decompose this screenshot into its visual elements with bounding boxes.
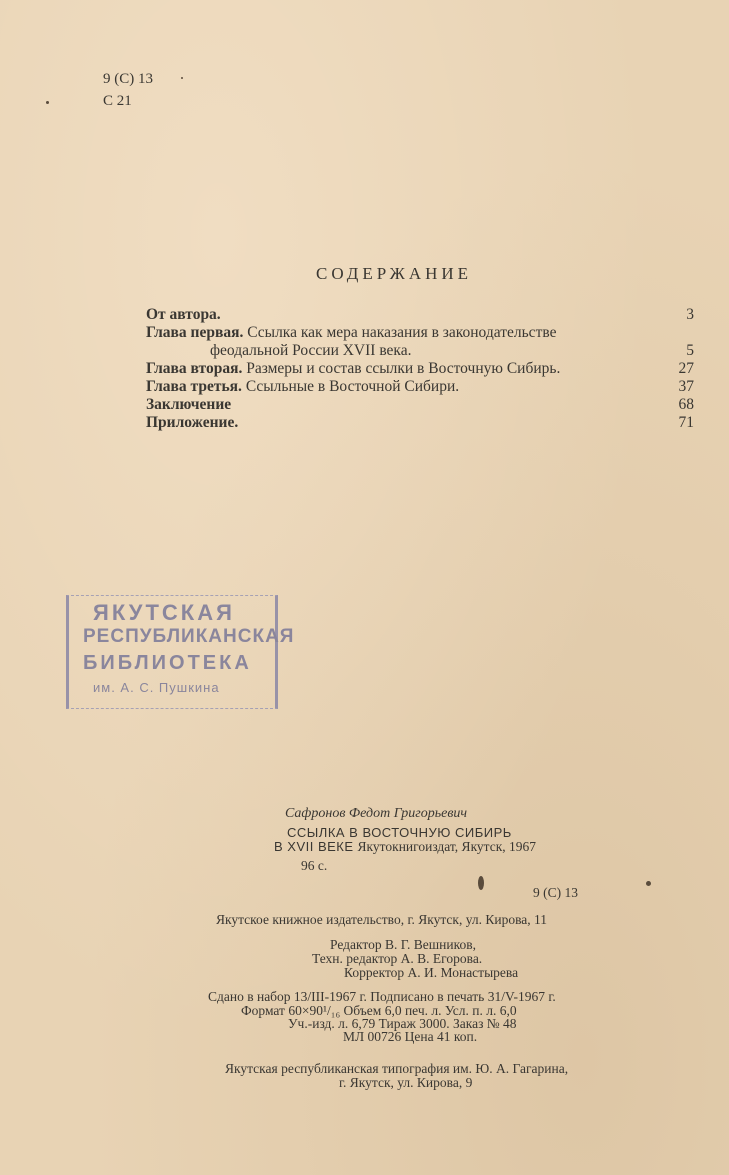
imprint-print-line-2: Формат 60×90¹/₁₆ Объем 6,0 печ. л. Усл. п. л. 6,0 — [241, 1003, 517, 1018]
toc-entry-label: Глава первая. — [146, 324, 244, 341]
toc-entry-label: Приложение. — [146, 414, 239, 431]
toc-entry-text: Ссыльные в Восточной Сибири. — [245, 378, 460, 395]
toc-entry-page: 3 — [686, 306, 694, 323]
stamp-line-1: ЯКУТСКАЯ — [93, 600, 235, 625]
paper-spot — [181, 77, 183, 79]
toc-entry-chapter-2 — [146, 360, 694, 378]
toc-entry-page: 27 — [678, 360, 694, 377]
classification-code-1: 9 (С) 13 — [103, 71, 153, 87]
stamp-line-4: им. А. С. Пушкина — [93, 680, 220, 695]
toc-entry-appendix — [146, 414, 694, 432]
imprint-publisher-line: Якутокнигоиздат, Якутск, 1967 — [357, 839, 537, 854]
contents-title: СОДЕРЖАНИЕ — [316, 264, 473, 283]
classification-codes — [103, 68, 153, 112]
imprint-printer-line-1: Якутская республиканская типография им. Ю. А. Гагарина, — [225, 1061, 569, 1076]
stamp-line-3: БИБЛИОТЕКА — [83, 652, 252, 674]
imprint-editor: Редактор В. Г. Вешников, — [330, 937, 476, 952]
imprint-title-line-2-row — [274, 838, 536, 856]
toc-entry-label: Заключение — [146, 396, 232, 413]
toc-entry-page: 68 — [678, 396, 694, 413]
stamp-line-2: РЕСПУБЛИКАНСКАЯ — [83, 626, 295, 647]
paper-spot — [478, 876, 484, 890]
imprint-tech-editor: Техн. редактор А. В. Егорова. — [312, 951, 483, 966]
toc-entry-label: Глава третья. — [146, 378, 242, 395]
toc-entry-page: 37 — [678, 378, 694, 395]
toc-entry-label: Глава вторая. — [146, 360, 243, 377]
imprint-title-line-2: В XVII ВЕКЕ — [274, 839, 354, 854]
table-of-contents — [146, 306, 694, 432]
toc-entry-preface — [146, 306, 694, 324]
imprint-publisher-address: Якутское книжное издательство, г. Якутск, ул. Кирова, 11 — [216, 912, 548, 927]
library-stamp — [66, 595, 295, 709]
paper-spot — [646, 881, 651, 886]
imprint-author: Сафронов Федот Григорьевич — [285, 806, 468, 821]
toc-entry-text-continued: феодальной России XVII века. — [210, 342, 412, 359]
imprint-proofreader: Корректор А. И. Монастырева — [344, 965, 519, 980]
toc-entry-page: 71 — [678, 414, 694, 431]
imprint-print-line-3: Уч.-изд. л. 6,79 Тираж 3000. Заказ № 48 — [288, 1016, 517, 1031]
imprint-title-line-1: ССЫЛКА В ВОСТОЧНУЮ СИБИРЬ — [287, 825, 512, 840]
imprint-code: 9 (С) 13 — [533, 885, 578, 900]
toc-entry-chapter-1 — [146, 324, 694, 360]
toc-entry-page: 5 — [686, 342, 694, 359]
classification-code-2: С 21 — [103, 93, 132, 109]
imprint-pages: 96 с. — [301, 858, 328, 873]
toc-entry-label: От автора. — [146, 306, 221, 323]
toc-entry-text: Ссылка как мера наказания в законодательстве — [247, 324, 557, 341]
toc-entry-text: Размеры и состав ссылки в Восточную Сибирь. — [246, 360, 561, 377]
imprint-print-line-4: МЛ 00726 Цена 41 коп. — [343, 1029, 478, 1044]
toc-entry-chapter-3 — [146, 378, 694, 396]
imprint-print-line-1: Сдано в набор 13/III-1967 г. Подписано в печать 31/V-1967 г. — [208, 989, 556, 1004]
toc-entry-conclusion — [146, 396, 694, 414]
imprint-printer-line-2: г. Якутск, ул. Кирова, 9 — [339, 1075, 473, 1090]
paper-spot — [46, 101, 49, 104]
